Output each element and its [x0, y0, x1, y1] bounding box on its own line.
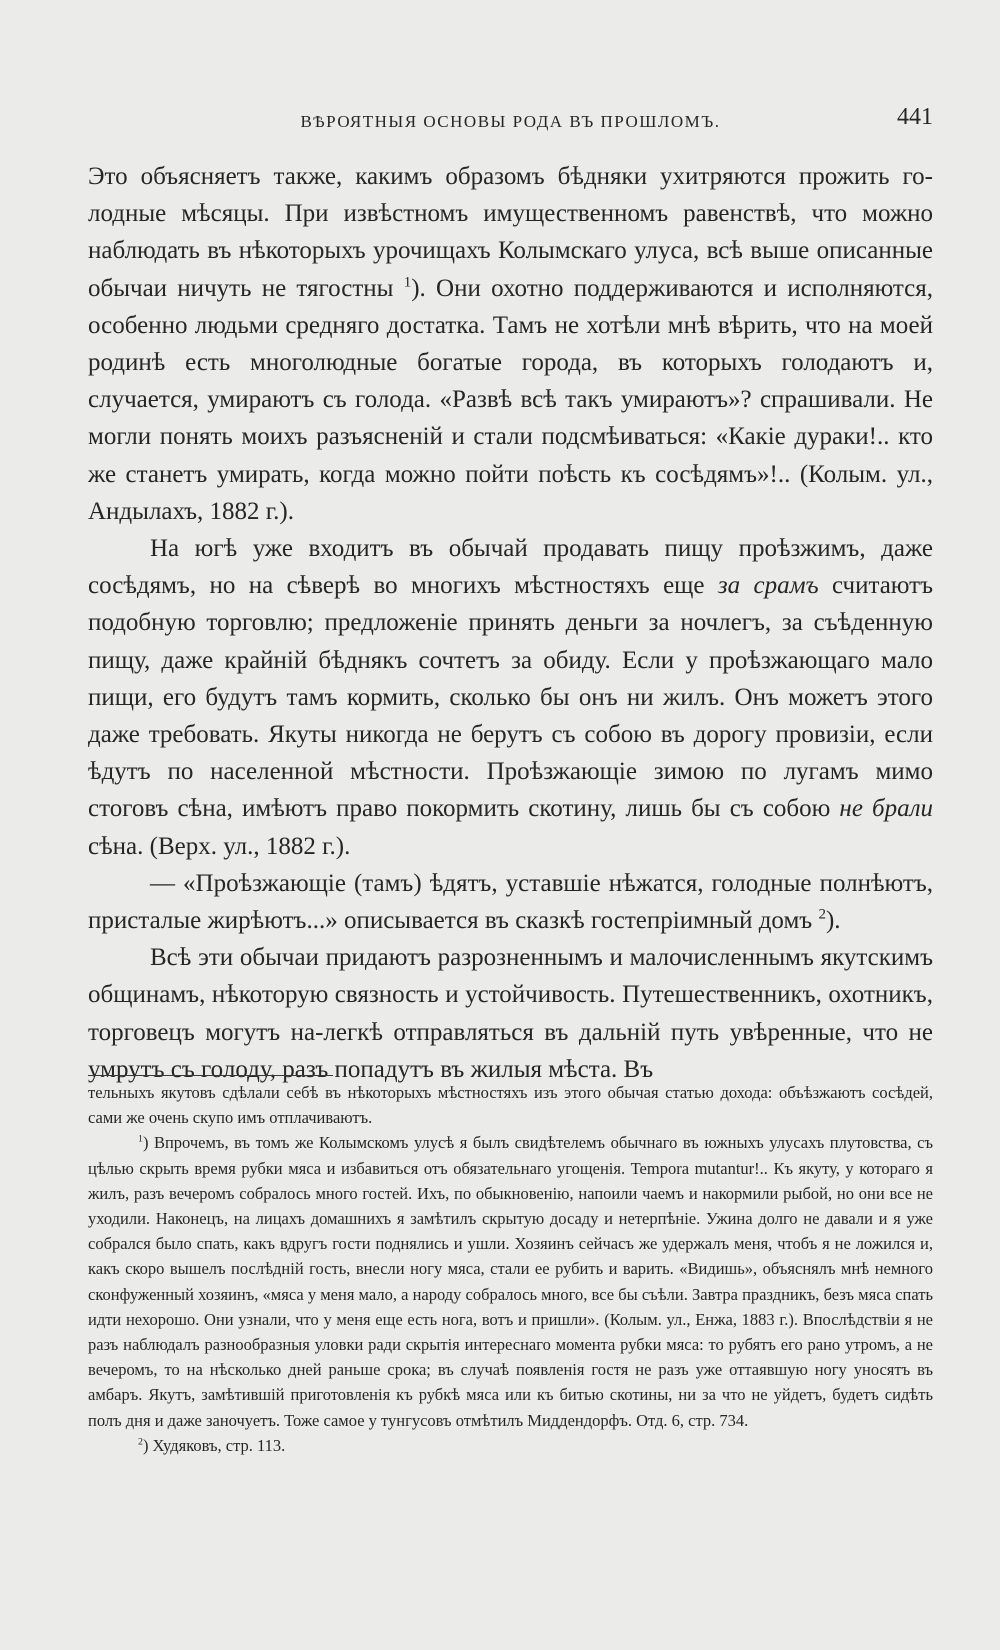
- paragraph-1: [88, 158, 933, 530]
- paragraph-4-text: Всѣ эти обычаи придаютъ разрозненнымъ и малочисленнымъ якутскимъ общинамъ, нѣкоторую связность и устойчивость. Путешественникъ, охотникъ, торговецъ могутъ на-легкѣ отправляться въ дальній путь увѣренные, что не умрутъ съ голоду, разъ попадутъ въ жилыя мѣста. Въ: [88, 944, 933, 1083]
- main-text: [88, 158, 933, 1088]
- footnote-ref-1: 1: [403, 274, 412, 291]
- footnote-continuation: тельныхъ якутовъ сдѣлали себѣ въ нѣкоторыхъ мѣстностяхъ изъ этого обычая статью дохода: объѣзжаютъ сосѣдей, сами же очень скупо имъ отплачиваютъ.: [88, 1083, 933, 1128]
- paragraph-2-text-a: На югѣ уже входитъ въ обычай продавать пищу проѣзжимъ, даже сосѣдямъ, но на сѣверѣ во многихъ мѣстностяхъ еще: [88, 535, 933, 600]
- paragraph-2-text-b: считаютъ подобную торговлю; предложеніе принять деньги за ночлегъ, за съѣденную пищу, даже крайній бѣднякъ сочтетъ за обиду. Если у проѣзжающаго мало пищи, его будутъ тамъ кормить, сколько бы онъ ни жилъ. Онъ можетъ этого даже требовать. Якуты никогда не берутъ съ собою въ дорогу провизіи, если ѣдутъ по населенной мѣстности. Проѣзжающіе зимою по лугамъ мимо стоговъ сѣна, имѣютъ право покормить скотину, лишь бы съ собою: [88, 572, 934, 823]
- paragraph-4: [88, 939, 933, 1088]
- paragraph-3: [88, 865, 933, 939]
- paragraph-1-text-a: Это объясняетъ также, какимъ образомъ бѣдняки ухитряются прожить голодные мѣсяцы. При извѣстномъ имущественномъ равенствѣ, что можно наблюдать въ нѣкоторыхъ урочищахъ Колымскаго улуса, всѣ выше описанные обычаи ничуть не тягостны: [88, 163, 933, 302]
- footnote-1-mark: 1: [138, 1133, 143, 1145]
- paragraph-3-text-b: ).: [825, 907, 841, 935]
- page-number: 441: [897, 104, 933, 130]
- running-title: ВѢРОЯТНЫЯ ОСНОВЫ РОДА ВЪ ПРОШЛОМЪ.: [300, 112, 721, 131]
- paragraph-2-text-c: сѣна. (Верх. ул., 1882 г.).: [88, 832, 351, 860]
- footnote-ref-2: 2: [818, 906, 826, 923]
- footnote-1: [88, 1130, 933, 1432]
- footnote-1-text: ) Впрочемъ, въ томъ же Колымскомъ улусѣ я былъ свидѣтелемъ обычнаго въ южныхъ улусахъ плутовства, съ цѣлью скрыть время рубки мяса и избавиться отъ обязательнаго угощенія. Tempora mutantur!.. Къ якуту, у котораго я жилъ, разъ вечеромъ собралось много гостей. Ихъ, по обыкновенію, напоили чаемъ и накормили рыбой, но они все не уходили. Наконецъ, на лицахъ домашнихъ я замѣтилъ скрытую досаду и нетерпѣніе. Ужина долго не давали и я уже собрался было спать, какъ вдругъ гости поднялись и ушли. Хозяинъ сейчасъ же удержалъ меня, чтобъ я не ложился и, какъ скоро вышелъ послѣдній гость, внесли ногу мяса, стали ее рубить и варить. «Видишь», объяснялъ мнѣ немного сконфуженный хозяинъ, «мяса у меня мало, а народу собралось много, все бы съѣли. Завтра праздникъ, безъ мяса спать идти нехорошо. Они узнали, что у меня еще есть нога, вотъ и пришли». (Колым. ул., Енжа, 1883 г.). Впослѣдствіи я не разъ наблюдалъ разнообразныя уловки ради скрытія интереснаго момента рубки мяса: то рубятъ его рано утромъ, а не вечеромъ, то на нѣсколько дней раньше срока; въ случаѣ появленія гостя не разъ уже оттаявшую ногу уносятъ въ амбаръ. Якутъ, замѣтившій приготовленія къ рубкѣ мяса или къ битью скотины, ни за что не уйдетъ, будетъ сидѣть полъ дня и даже заночуетъ. Тоже самое у тунгусовъ отмѣтилъ Миддендорфъ. Отд. 6, стр. 734.: [88, 1133, 933, 1430]
- paragraph-2: [88, 530, 933, 865]
- paragraph-2-italic-b: не брали: [839, 795, 933, 823]
- footnote-2-text: ) Худяковъ, стр. 113.: [142, 1435, 286, 1455]
- footnote-divider: [88, 1075, 333, 1076]
- footnote-2-mark: 2: [138, 1436, 143, 1448]
- paragraph-3-text: — «Проѣзжающіе (тамъ) ѣдятъ, уставшіе нѣжатся, голодные полнѣютъ, присталые жирѣютъ...» описывается въ сказкѣ гостепріимный домъ: [88, 869, 933, 935]
- page-header: [88, 104, 933, 144]
- footnotes: [88, 1080, 933, 1458]
- paragraph-2-italic-a: за срамъ: [717, 572, 819, 600]
- paragraph-1-text-b: ). Они охотно поддерживаются и исполняются, особенно людьми средняго достатка. Тамъ не хотѣли мнѣ вѣрить, что на моей родинѣ есть многолюдные богатые города, въ которыхъ голодаютъ и, случается, умираютъ съ голода. «Развѣ всѣ такъ умираютъ»? спрашивали. Не могли понять моихъ разъясненій и стали подсмѣиваться: «Какіе дураки!.. кто же станетъ умирать, когда можно пойти поѣсть къ сосѣдямъ»!.. (Колым. ул., Андылахъ, 1882 г.).: [88, 274, 934, 525]
- footnote-2: [88, 1433, 933, 1458]
